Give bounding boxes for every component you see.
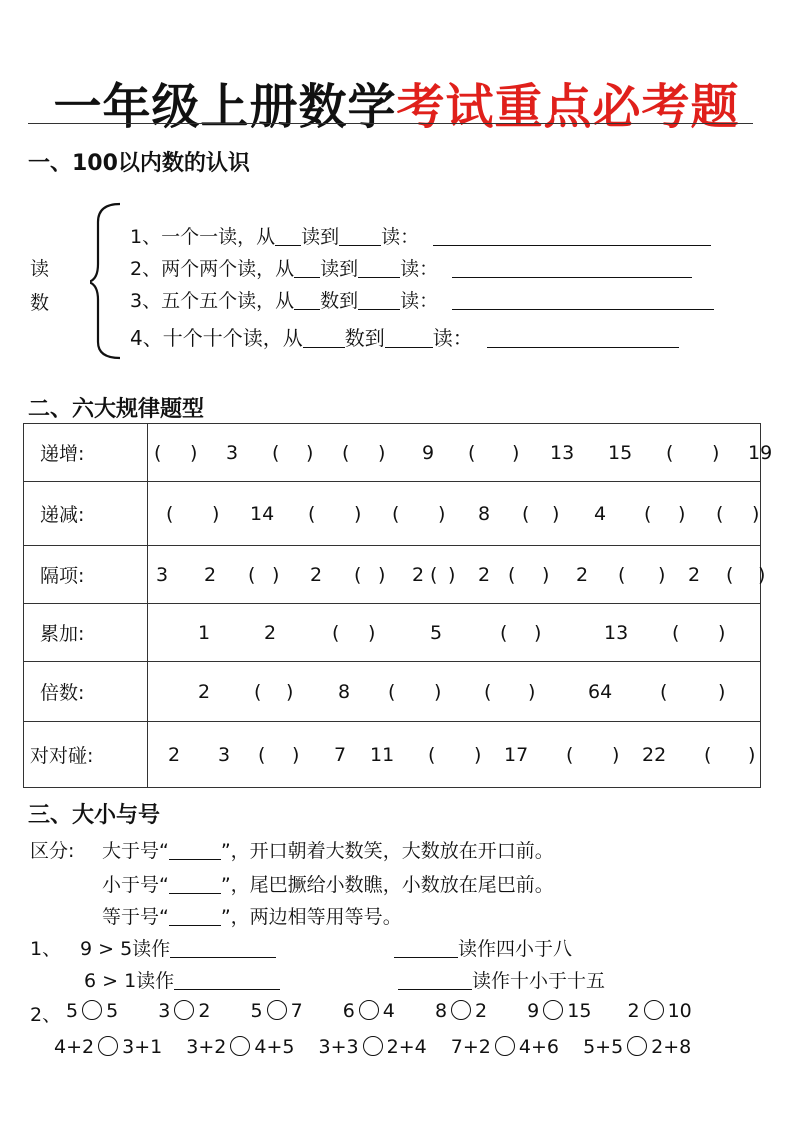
seq-item: 2 [412,563,425,586]
seq-item: 5 [430,621,443,644]
sign-line-text: 大于号“ [102,840,169,862]
operand: 10 [667,1000,692,1022]
operand: 2 [475,1000,488,1022]
operand: 15 [567,1000,592,1022]
title-black: 一年级上册数学 [53,79,397,135]
sequence-cell [148,662,761,722]
seq-item: 7 [334,743,347,766]
blank-field[interactable] [385,329,433,348]
seq-item: 11 [370,743,395,766]
blank-field[interactable] [487,329,679,348]
page-title [0,68,793,137]
compare-circle-icon[interactable] [174,1000,194,1020]
compare-item [628,1000,692,1022]
seq-item: 14 [250,502,275,525]
compare-circle-icon[interactable] [644,1000,664,1020]
seq-item: ( [272,441,280,464]
blank-field[interactable] [170,939,276,958]
operand: 5+5 [583,1036,624,1058]
seq-item: 2 [198,680,211,703]
seq-item: 15 [608,441,633,464]
compare-item [451,1036,559,1058]
title-red: 考试重点必考题 [396,79,740,135]
sequence-cell [148,604,761,662]
sign-line-text: ”，尾巴撅给小数瞧，小数放在尾巴前。 [220,874,554,896]
q1-text: 9 > 5读作 [80,938,171,960]
compare-item [186,1036,294,1058]
side-label-read: 读 [30,258,50,280]
compare-item [583,1036,691,1058]
read-line-4-c: 读： [432,326,473,350]
read-line-1 [130,222,711,249]
read-line-1-b: 读到 [301,226,340,248]
operand: 8 [434,1000,448,1022]
compare-item [250,1000,302,1022]
blank-field[interactable] [169,841,221,860]
seq-item: ( [644,502,652,525]
seq-item: 3 [218,743,231,766]
operand: 3+2 [186,1036,227,1058]
blank-field[interactable] [433,227,711,246]
sign-line-text: ”，开口朝着大数笑，大数放在开口前。 [220,840,554,862]
read-line-3-b: 数到 [320,290,359,312]
blank-field[interactable] [452,259,692,278]
row-label: 倍数: [24,662,148,722]
seq-item: ( [154,441,162,464]
curly-brace-icon [90,202,124,362]
seq-item: ) [534,621,542,644]
operand: 3+1 [122,1036,163,1058]
seq-item: ) [752,502,760,525]
read-line-4 [130,322,679,351]
section2-heading: 二、六大规律题型 [28,397,205,422]
seq-item: 2 [478,563,491,586]
compare-circle-icon[interactable] [230,1036,250,1056]
blank-field[interactable] [394,939,458,958]
operand: 5 [250,1000,263,1022]
seq-item: ) [354,502,362,525]
compare-circle-icon[interactable] [98,1036,118,1056]
seq-item: ) [378,563,386,586]
seq-item: ( [500,621,508,644]
seq-item: ( [704,743,712,766]
q1-text: 读作十小于十五 [472,970,606,992]
seq-item: ( [430,563,438,586]
read-line-2-c: 读： [400,258,439,280]
read-line-2 [130,254,692,281]
section3-heading: 三、大小与号 [28,803,161,828]
operand: 3 [158,1000,171,1022]
seq-item: ) [658,563,666,586]
row-label: 隔项: [24,546,148,604]
compare-circle-icon[interactable] [451,1000,471,1020]
seq-item: ) [434,680,442,703]
compare-circle-icon[interactable] [267,1000,287,1020]
seq-item: 19 [748,441,773,464]
operand: 4+6 [518,1036,560,1058]
compare-circle-icon[interactable] [82,1000,102,1020]
section1-heading: 一、100以内数的认识 [28,151,250,176]
seq-item: 4 [594,502,607,525]
seq-item: ) [272,563,280,586]
table-row [24,482,761,546]
read-line-1-c: 读： [381,226,420,248]
seq-item: 8 [478,502,491,525]
blank-field[interactable] [169,875,221,894]
row-label: 递减: [24,482,148,546]
read-line-4-b: 数到 [344,326,385,350]
seq-item: 2 [264,621,277,644]
sign-line-equal [102,902,402,929]
seq-item: ( [508,563,516,586]
seq-item: 8 [338,680,351,703]
seq-item: ) [552,502,560,525]
seq-item: ( [354,563,362,586]
seq-item: 13 [550,441,575,464]
seq-item: ( [566,743,574,766]
seq-item: ) [678,502,686,525]
q1-item-d [398,966,605,993]
blank-field[interactable] [339,227,381,246]
sequence-cell [148,722,761,788]
seq-item: ) [306,441,314,464]
distinguish-label: 区分: [30,840,75,862]
seq-item: ( [428,743,436,766]
seq-item: 64 [588,680,613,703]
compare-circle-icon[interactable] [495,1036,515,1056]
seq-item: ) [542,563,550,586]
seq-item: ) [528,680,536,703]
read-line-3 [130,286,714,313]
seq-item: ( [716,502,724,525]
blank-field[interactable] [169,907,221,926]
compare-item [319,1036,427,1058]
operand: 2 [627,1000,640,1022]
read-line-3-c: 读： [400,290,439,312]
operand: 7 [290,1000,303,1022]
seq-item: ( [342,441,350,464]
seq-item: ) [448,563,456,586]
compare-item [527,1000,591,1022]
sequence-cell [148,424,773,482]
seq-item: 13 [604,621,629,644]
q2-number: 2、 [30,1004,62,1026]
seq-item: 2 [310,563,323,586]
seq-item: ( [254,680,262,703]
seq-item: 3 [156,563,169,586]
seq-item: 2 [204,563,217,586]
table-row [24,424,761,482]
table-row [24,604,761,662]
seq-item: 2 [168,743,181,766]
seq-item: ( [388,680,396,703]
seq-item: ( [618,563,626,586]
q1-item-b [394,934,572,961]
seq-item: ) [292,743,300,766]
seq-item: ( [666,441,674,464]
compare-item [54,1036,162,1058]
blank-field[interactable] [275,227,301,246]
title-divider [28,123,753,124]
seq-item: ) [612,743,620,766]
seq-item: ) [758,563,766,586]
seq-item: ) [748,743,756,766]
seq-item: ) [718,621,726,644]
operand: 6 [342,1000,355,1022]
q1-item-c [84,966,280,993]
compare-item [66,1000,118,1022]
read-line-4-a: 4、十个十个读，从 [130,326,303,350]
seq-item: ) [438,502,446,525]
compare-circle-icon[interactable] [359,1000,379,1020]
seq-item: ) [190,441,198,464]
operand: 7+2 [450,1036,491,1058]
compare-circle-icon[interactable] [363,1036,383,1056]
seq-item: ( [248,563,256,586]
seq-item: ( [484,680,492,703]
seq-item: ( [660,680,668,703]
seq-item: ( [258,743,266,766]
q1-text: 读作四小于八 [458,938,573,960]
q1-text: 6 > 1读作 [84,970,175,992]
pattern-table [23,423,773,788]
seq-item: 22 [642,743,667,766]
seq-item: ) [512,441,520,464]
q2-row-2 [54,1036,691,1058]
blank-field[interactable] [452,291,714,310]
table-row [24,662,761,722]
operand: 3+3 [318,1036,359,1058]
compare-circle-icon[interactable] [627,1036,647,1056]
compare-item [343,1000,395,1022]
seq-item: 2 [688,563,701,586]
row-label: 累加: [24,604,148,662]
sequence-cell [148,546,766,604]
compare-item [158,1000,210,1022]
seq-item: ( [468,441,476,464]
operand: 4 [382,1000,395,1022]
table-row [24,546,761,604]
sign-line-greater [102,836,554,863]
row-label: 对对碰: [24,722,148,788]
sign-line-text: 小于号“ [102,874,169,896]
operand: 5 [66,1000,79,1022]
seq-item: ( [332,621,340,644]
seq-item: ) [368,621,376,644]
seq-item: ) [474,743,482,766]
compare-circle-icon[interactable] [543,1000,563,1020]
read-line-1-a: 1、一个一读，从 [130,226,276,248]
blank-field[interactable] [294,291,320,310]
sign-line-text: 等于号“ [102,906,169,928]
operand: 4+5 [254,1036,295,1058]
seq-item: 9 [422,441,435,464]
seq-item: ) [718,680,726,703]
seq-item: ) [378,441,386,464]
blank-field[interactable] [303,329,345,348]
seq-item: 3 [226,441,239,464]
seq-item: ) [286,680,294,703]
seq-item: 2 [576,563,589,586]
seq-item: ( [672,621,680,644]
seq-item: ( [308,502,316,525]
sequence-cell [148,482,761,546]
operand: 4+2 [54,1036,95,1058]
q2-row-1 [66,1000,692,1022]
side-label-count: 数 [30,292,50,314]
row-label: 递增: [24,424,148,482]
operand: 2+8 [651,1036,692,1058]
operand: 2 [198,1000,211,1022]
compare-item [435,1000,487,1022]
seq-item: ) [712,441,720,464]
read-line-2-b: 读到 [320,258,359,280]
q1-item-a [80,934,276,961]
sign-line-text: ”，两边相等用等号。 [220,906,402,928]
seq-item: ( [522,502,530,525]
seq-item: ( [166,502,174,525]
seq-item: 17 [504,743,529,766]
blank-field[interactable] [358,259,400,278]
seq-item: ( [726,563,734,586]
seq-item: 1 [198,621,211,644]
operand: 9 [527,1000,540,1022]
q1-number: 1、 [30,938,62,960]
blank-field[interactable] [174,971,280,990]
read-line-2-a: 2、两个两个读，从 [130,258,295,280]
operand: 2+4 [386,1036,427,1058]
blank-field[interactable] [294,259,320,278]
table-row [24,722,761,788]
sign-line-less [102,870,554,897]
read-line-3-a: 3、五个五个读，从 [130,290,295,312]
seq-item: ( [392,502,400,525]
operand: 5 [106,1000,119,1022]
seq-item: ) [212,502,220,525]
blank-field[interactable] [398,971,472,990]
blank-field[interactable] [358,291,400,310]
